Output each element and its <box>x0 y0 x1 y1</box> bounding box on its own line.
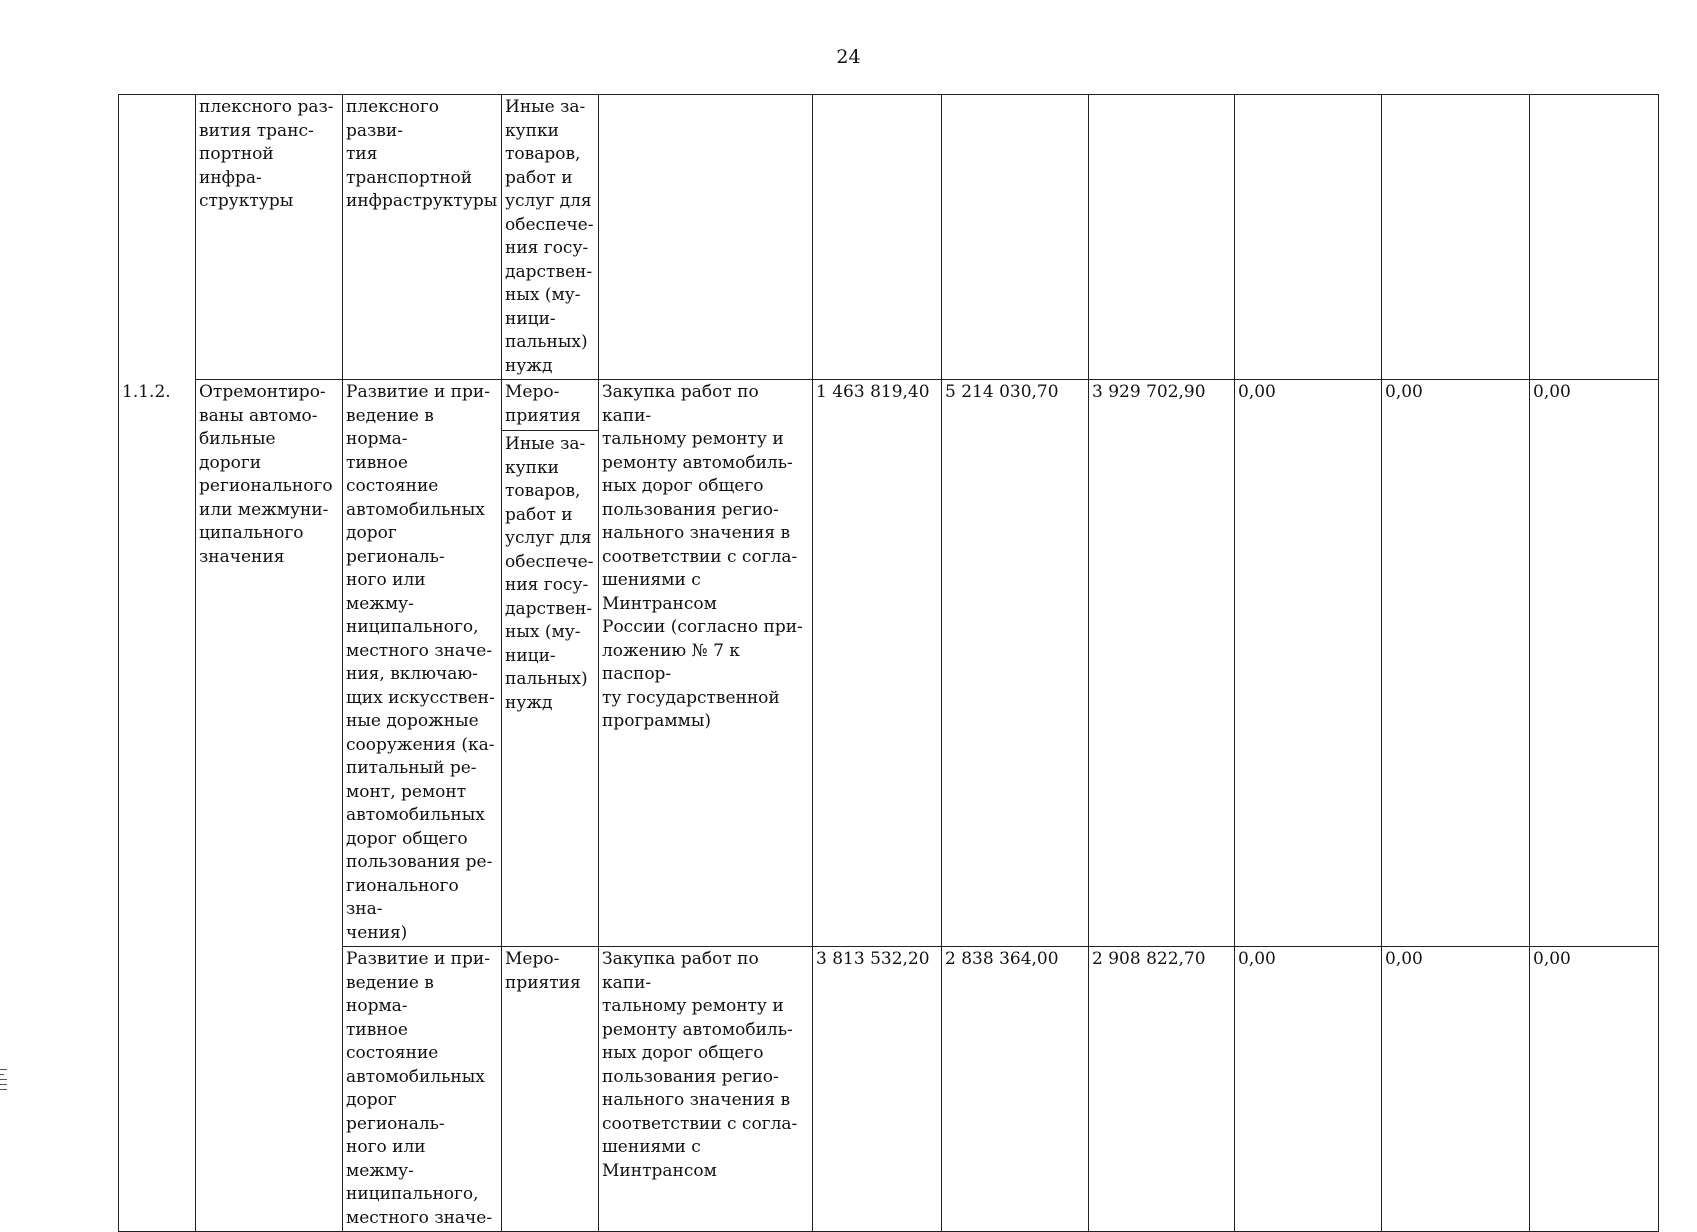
value-cell: 2 908 822,70 <box>1089 947 1235 1232</box>
result-name-cell: Отремонтиро- ваны автомо- бильные дороги регионального или межмуни- ципального значения <box>196 380 343 947</box>
measure-cell: Развитие и при- ведение в норма- тивное состояние автомобильных дорог региональ- ного или межму- ниципального, местного значе- <box>343 947 502 1232</box>
row-number: 1.1.2. <box>119 380 196 947</box>
measure-cell: Развитие и при- ведение в норма- тивное состояние автомобильных дорог региональ- ного или межму- ниципального, местного значе- ния, включаю- щих искусствен- ные дорожные сооружения (ка- питальный ре- монт, ремонт автомобильных дорог общего пользования ре- гионального зна- чения) <box>343 380 502 947</box>
value-cell: 5 214 030,70 <box>942 380 1089 947</box>
page-number: 24 <box>836 46 861 68</box>
table-row-continued <box>119 95 1659 380</box>
value-cell <box>942 95 1089 380</box>
measure-cell: плексного разви- тия транспортной инфраструктуры <box>343 95 502 380</box>
value-cell <box>1235 95 1382 380</box>
value-cell: 0,00 <box>1530 947 1659 1232</box>
value-cell: 0,00 <box>1235 380 1382 947</box>
value-cell: 0,00 <box>1382 380 1530 947</box>
table-row-next <box>119 947 1659 1232</box>
number-cell <box>119 95 196 380</box>
expense-type-cell: Иные за- купки товаров, работ и услуг для обеспече- ния госу- дарствен- ных (му- ници- пальных) нужд <box>502 95 599 380</box>
value-cell <box>1382 95 1530 380</box>
value-cell <box>1530 95 1659 380</box>
value-cell: 3 813 532,20 <box>813 947 942 1232</box>
description-cell <box>599 95 813 380</box>
value-cell <box>1089 95 1235 380</box>
description-cell: Закупка работ по капи- тальному ремонту и ремонту автомобиль- ных дорог общего пользования регио- нального значения в соответствии с согла- шениями с Минтрансом <box>599 947 813 1232</box>
result-name-cell <box>196 947 343 1232</box>
value-cell: 0,00 <box>1530 380 1659 947</box>
value-cell: 3 929 702,90 <box>1089 380 1235 947</box>
value-cell: 1 463 819,40 <box>813 380 942 947</box>
margin-marks <box>0 1069 7 1094</box>
program-table <box>118 94 1659 1232</box>
description-cell: Закупка работ по капи- тальному ремонту и ремонту автомобиль- ных дорог общего пользования регио- нального значения в соответствии с согла- шениями с Минтрансом России (согласно при- ложению № 7 к паспор- ту государственной программы) <box>599 380 813 947</box>
expense-type-cell: Меро- приятия <box>502 947 599 1232</box>
result-name-cell: плексного раз- вития транс- портной инфра- структуры <box>196 95 343 380</box>
value-cell: 0,00 <box>1235 947 1382 1232</box>
value-cell: 2 838 364,00 <box>942 947 1089 1232</box>
expense-type-top: Меро- приятия <box>502 380 598 431</box>
value-cell <box>813 95 942 380</box>
value-cell: 0,00 <box>1382 947 1530 1232</box>
table-row-1-1-2 <box>119 380 1659 947</box>
expense-type-cell <box>502 380 599 947</box>
number-cell <box>119 947 196 1232</box>
expense-type-bottom: Иные за- купки товаров, работ и услуг для обеспече- ния госу- дарствен- ных (му- ници- пальных) нужд <box>505 434 594 713</box>
